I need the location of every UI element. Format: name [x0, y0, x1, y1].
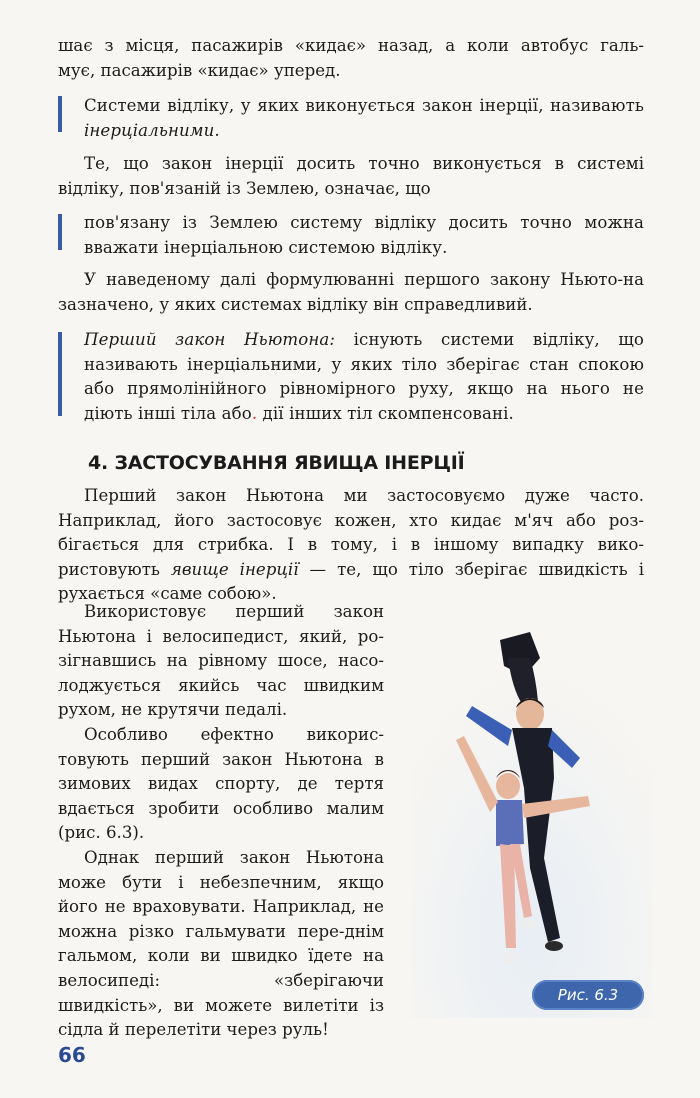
intro-line-2: мує, пасажирів «кидає» уперед.: [58, 60, 341, 80]
skate-boot: [502, 952, 518, 964]
page-number: 66: [58, 1043, 86, 1067]
definition-bar-3: [58, 332, 62, 416]
intro-paragraph: [58, 34, 644, 83]
definition-bar-2: [58, 214, 62, 250]
para4-term: явище інерції: [170, 559, 299, 579]
paragraph-earth-frame-text: Те, що закон інерції досить точно виконується в системі відліку, пов'язаній із Землею, означає, що: [58, 154, 644, 198]
paragraph-formulation: [58, 268, 644, 317]
def2-text: пов'язану із Землею систему відліку досить точно можна вважати інерціальною системою відліку.: [84, 213, 644, 257]
definition-inertial-frames: [84, 94, 644, 143]
narrow-column: [58, 600, 384, 1043]
law-text-1: існують системи відліку, що називають інерціальними, у яких тіло зберігає стан спокою або прямолінійного рівномірного руху, якщо на нього не діють інші тіла або: [84, 330, 644, 423]
law-text-2: дії інших тіл скомпенсовані.: [257, 403, 514, 423]
section-heading: 4. ЗАСТОСУВАННЯ ЯВИЩА ІНЕРЦІЇ: [88, 452, 465, 474]
paragraph-formulation-text: У наведеному далі формулюванні першого закону Ньюто-на зазначено, у яких системах відліку він справедливий.: [58, 270, 644, 314]
def1-term: інерціальними: [84, 120, 215, 140]
def1-end: .: [214, 120, 220, 140]
para4-text-1: Перший закон Ньютона ми застосовуємо дуже часто. Наприклад, його застосовує кожен, хто кидає м'яч або роз-бігається для стрибка. І в тому, і в іншому випадку вико-ристовують: [58, 486, 644, 579]
figure-skaters-photo: [412, 618, 652, 1018]
paragraph-winter-sports: Особливо ефектно викорис-товують перший закон Ньютона в зимових видах спорту, де тертя вдається зробити особливо малим (рис. 6.3).: [58, 724, 384, 843]
law-dot: .: [251, 403, 258, 423]
para4-text-2: — те, що тіло зберігає швидкість і рухається «саме собою».: [58, 559, 645, 604]
figure-caption: Рис. 6.3: [532, 980, 644, 1010]
paragraph-earth-frame: [58, 152, 644, 201]
law-title: Перший закон Ньютона:: [84, 330, 336, 349]
def1-text: Системи відліку, у яких виконується закон інерції, називають: [84, 96, 644, 115]
paragraph-inertia-use: [58, 484, 644, 607]
paragraph-cyclist: Використовує перший закон Ньютона і велосипедист, який, ро-зігнавшись на рівному шосе, насо-лоджується якийсь час швидким рухом, не крутячи педалі.: [58, 602, 384, 720]
female-skater-head: [496, 773, 520, 799]
female-skater-dress: [496, 800, 524, 846]
paragraph-danger: Однак перший закон Ньютона може бути і небезпечним, якщо його не враховувати. Наприклад, не можна різко гальмувати пере-днім гальмом, коли ви швидко їдете на велосипеді: «зберігаючи швидкість», ви можете вилетіти із сідла й перелетіти через руль!: [58, 847, 384, 1040]
definition-earth-inertial: [84, 211, 644, 260]
intro-line-1: шає з місця, пасажирів «кидає» назад, а коли автобус галь-: [58, 36, 644, 55]
definition-bar-1: [58, 96, 62, 132]
first-newton-law: [84, 328, 644, 426]
